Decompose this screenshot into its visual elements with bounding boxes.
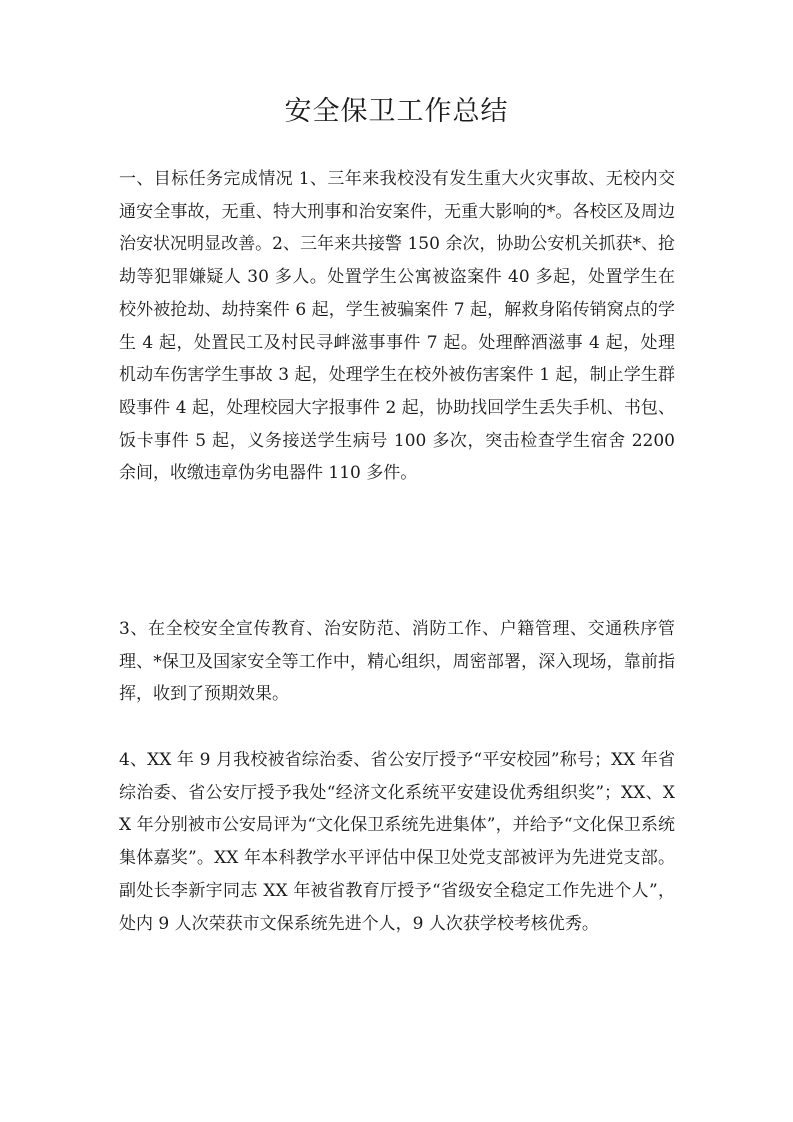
paragraph-goals-summary: 一、目标任务完成情况 1、三年来我校没有发生重大火灾事故、无校内交通安全事故，无重、特大刑事和治安案件，无重大影响的*。各校区及周边治安状况明显改善。2、三年来共接警 150 余次，协助公安机关抓获*、抢劫等犯罪嫌疑人 30 多人。处置学生公寓被盗案件 40 多起，处置学生在校外被抢劫、劫持案件 6 起，学生被骗案件 7 起，解救身陷传销窝点的学生 4 起，处置民工及村民寻衅滋事事件 7 起。处理醉酒滋事 4 起，处理机动车伤害学生事故 3 起，处理学生在校外被伤害案件 1 起，制止学生群殴事件 4 起，处理校园大字报事件 2 起，协助找回学生丢失手机、书包、饭卡事件 5 起，义务接送学生病号 100 多次，突击检查学生宿舍 2200 余间，收缴违章伪劣电器件 110 多件。 xyxy=(119,169,675,484)
document-title: 安全保卫工作总结 xyxy=(284,96,509,127)
paragraph-security-work: 3、在全校安全宣传教育、治安防范、消防工作、户籍管理、交通秩序管理、*保卫及国家安全等工作中，精心组织，周密部署，深入现场，靠前指挥，收到了预期效果。 xyxy=(119,619,675,705)
paragraph-honors: 4、XX 年 9 月我校被省综治委、省公安厅授予“平安校园”称号；XX 年省综治委、省公安厅授予我处“经济文化系统平安建设优秀组织奖”；XX、XX 年分别被市公安局评为“文化保卫系统先进集体”，并给予“文化保卫系统集体嘉奖”。XX 年本科教学水平评估中保卫处党支部被评为先进党支部。副处长李新宇同志 XX 年被省教育厅授予“省级安全稳定工作先进个人”，处内 9 人次荣获市文保系统先进个人，9 人次获学校考核优秀。 xyxy=(119,750,675,934)
